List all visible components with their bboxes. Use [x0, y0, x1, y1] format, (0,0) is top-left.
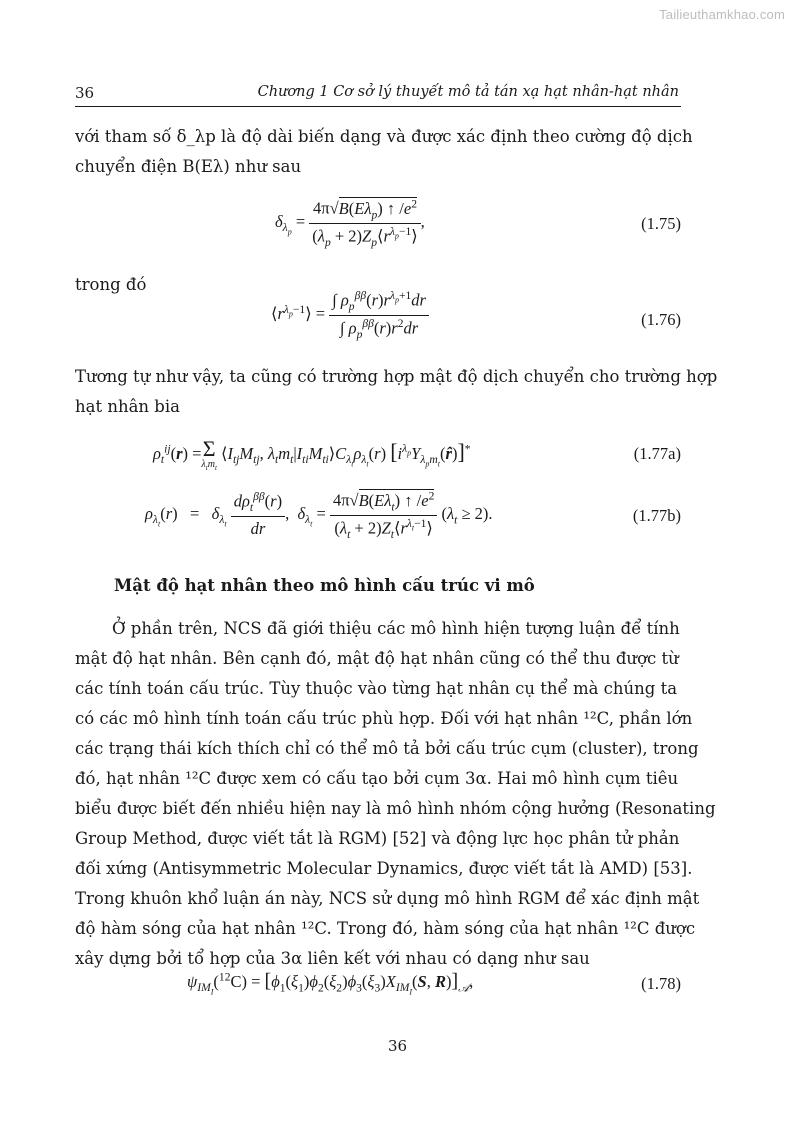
equation-number: (1.75) — [641, 214, 681, 233]
header-rule — [75, 106, 681, 107]
paragraph-4 — [75, 614, 716, 974]
equation-1-77a: $\rho_t^{ij}(r)$ = Σ $\lambda_tm_t$ $⟨I_{tj}M_{tj}$, $\lambda_tm_t|I_{ti}M_{ti}⟩C_{\lambda_t}\rho_{\lambda_t}(r)$ $[i^{\lambda_p}Y_{\lambda_pm_t}(r̂)]^*$ (1.77a) — [153, 436, 681, 472]
text-line: có các mô hình tính toán cấu trúc phù hợp. Đối với hạt nhân ¹²C, phần lớn — [75, 709, 693, 728]
text-line: các tính toán cấu trúc. Tùy thuộc vào từng hạt nhân cụ thể mà chúng ta — [75, 679, 678, 698]
equation-1-78: $\psi_{IM_I}(^{12}C) = [\phi_1(\xi_1)\phi_2(\xi_2)\phi_3(\xi_3)X_{IM_I}(S$, $R)]_𝒜$, (1.78) — [187, 970, 681, 997]
equation-1-77b: $\rho_{\lambda_t}(r) = \delta_{\lambda_t}$ $\frac{d\rho_t^{\beta\beta}(r)}{dr}$ , $\delta_{\lambda_t}$ = $\frac{4\pi√B(E\lambda_t) ↑ /e^2}{(\lambda_t + 2)Z_t⟨r^{\lambda_t-1}⟩}$ $(\lambda_t \ge 2)$. (1.77b) — [145, 490, 681, 541]
text-line: độ hàm sóng của hạt nhân ¹²C. Trong đó, hàm sóng của hạt nhân ¹²C được — [75, 919, 696, 938]
section-heading: Mật độ hạt nhân theo mô hình cấu trúc vi mô — [114, 576, 535, 595]
text-line: Trong khuôn khổ luận án này, NCS sử dụng mô hình RGM để xác định mật — [75, 889, 700, 908]
equation-number: (1.76) — [641, 310, 681, 329]
text-line: đó, hạt nhân ¹²C được xem có cấu tạo bởi cụm 3α. Hai mô hình cụm tiêu — [75, 769, 679, 788]
text-line: biểu được biết đến nhiều hiện nay là mô hình nhóm cộng hưởng (Resonating — [75, 799, 716, 818]
text-line: chuyển điện B(Eλ) như sau — [75, 157, 302, 176]
text-line: các trạng thái kích thích chỉ có thể mô tả bởi cấu trúc cụm (cluster), trong — [75, 739, 699, 758]
text-line: Ở phần trên, NCS đã giới thiệu các mô hình hiện tượng luận để tính — [112, 619, 680, 638]
header-running-title: Chương 1 Cơ sở lý thuyết mô tả tán xạ hạt nhân-hạt nhân — [257, 84, 679, 100]
header-page-number: 36 — [75, 84, 95, 102]
text-line: với tham số δ_λp là độ dài biến dạng và được xác định theo cường độ dịch — [75, 127, 693, 146]
watermark: Tailieuthamkhao.com — [659, 7, 785, 22]
equation-number: (1.77b) — [632, 506, 681, 525]
equation-1-76: $⟨r^{\lambda_p-1}⟩$ = $\frac{\int \rho_p^{\beta\beta}(r)r^{\lambda_p+1}dr}{\int \rho_p^{\beta\beta}(r)r^2dr}$ (1.76) — [271, 290, 681, 341]
text-line: hạt nhân bia — [75, 397, 180, 416]
paragraph-3 — [75, 362, 718, 422]
text-line: đối xứng (Antisymmetric Molecular Dynamics, được viết tắt là AMD) [53]. — [75, 859, 693, 878]
footer-page-number: 36 — [387, 1037, 408, 1055]
text-line: Tương tự như vậy, ta cũng có trường hợp mật độ dịch chuyển cho trường hợp — [75, 367, 718, 386]
equation-number: (1.78) — [641, 974, 681, 993]
text-line: trong đó — [75, 275, 147, 294]
text-line: xây dựng bởi tổ hợp của 3α liên kết với nhau có dạng như sau — [75, 949, 590, 968]
equation-1-75: $\delta_{\lambda_p}$ = $\frac{4\pi√B(E\lambda_p) ↑ /e^2}{(\lambda_p + 2)Z_p⟨r^{\lambda_p-1}⟩}$ , (1.75) — [275, 198, 681, 249]
equation-number: (1.77a) — [633, 444, 681, 463]
text-line: mật độ hạt nhân. Bên cạnh đó, mật độ hạt nhân cũng có thể thu được từ — [75, 649, 679, 668]
text-line: Group Method, được viết tắt là RGM) [52] và động lực học phân tử phản — [75, 829, 680, 848]
paragraph-1 — [75, 122, 693, 182]
